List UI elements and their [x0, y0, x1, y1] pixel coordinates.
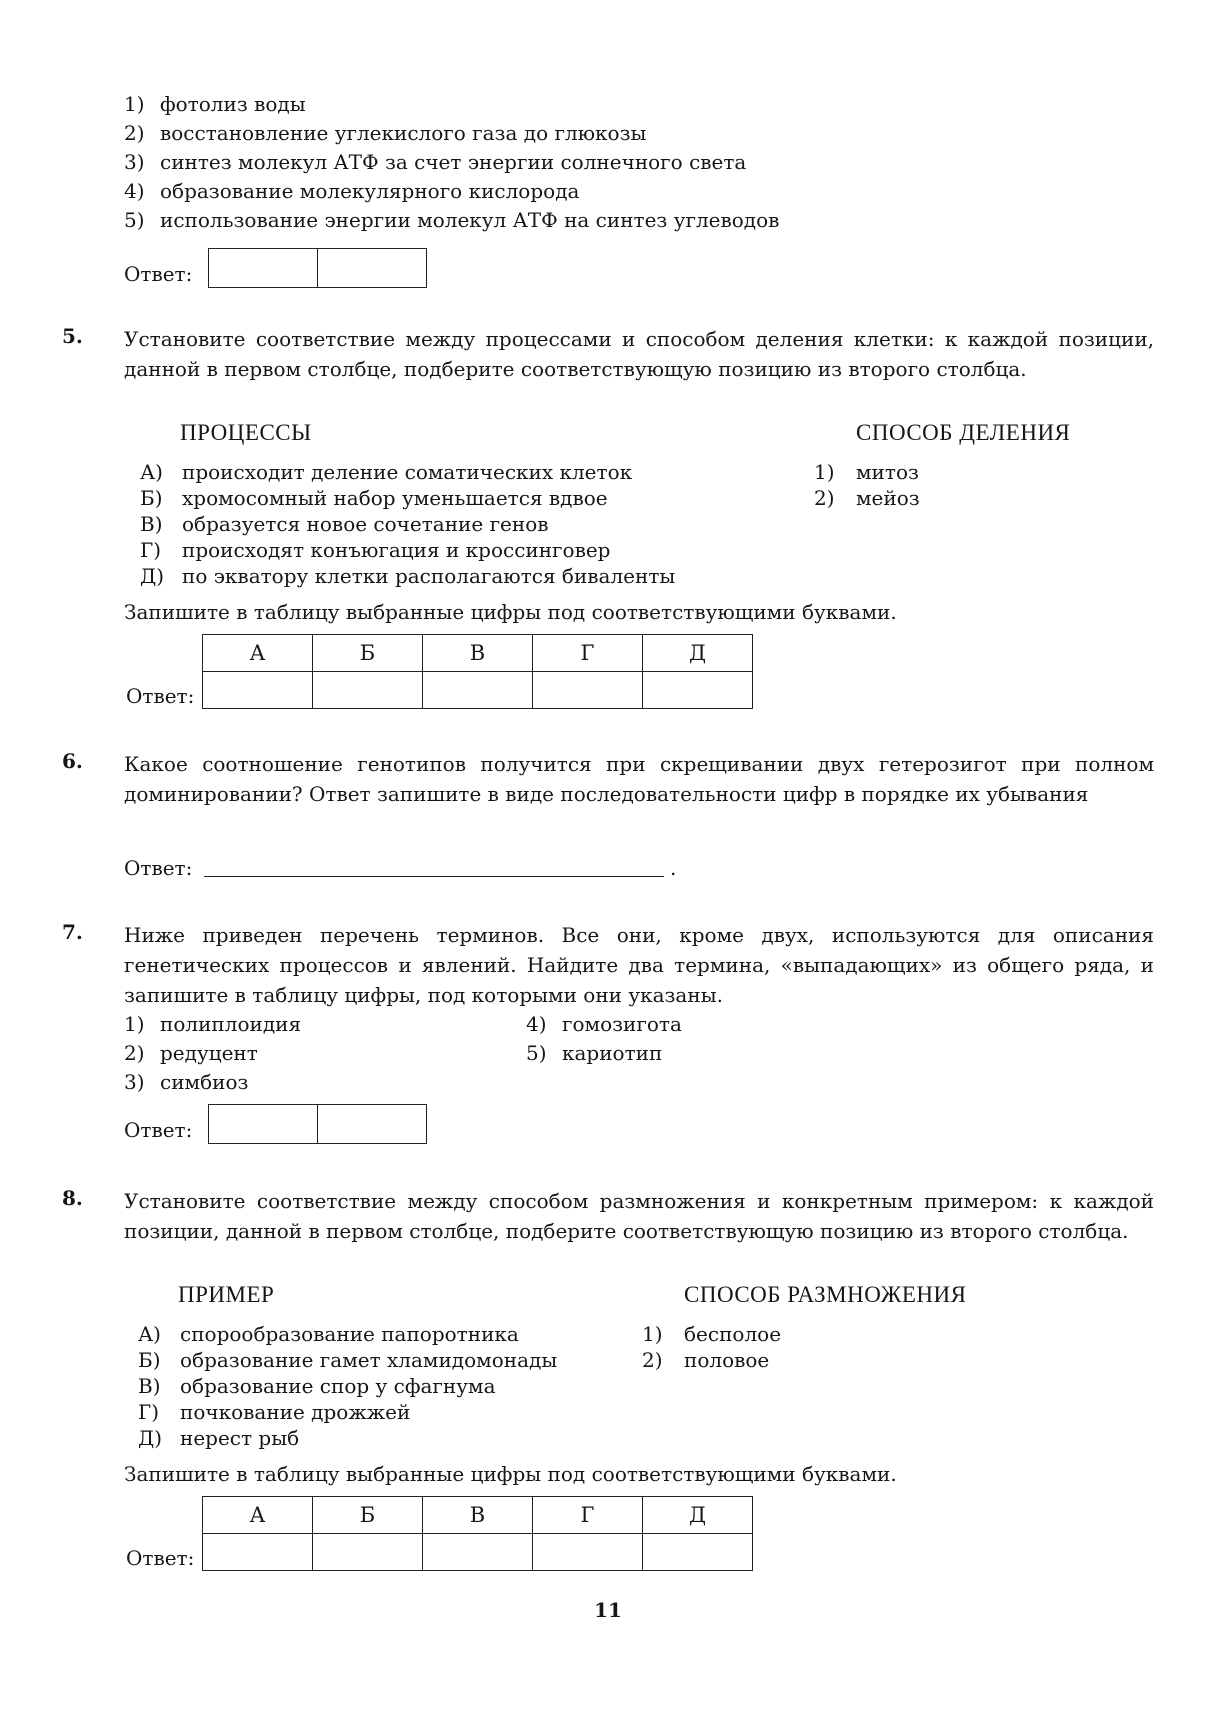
q8-answer-cell-a[interactable] — [203, 1534, 313, 1571]
q6-answer-end: . — [670, 856, 677, 880]
page-number: 11 — [594, 1598, 622, 1622]
q6-answer-line[interactable] — [204, 876, 664, 877]
q5-answer-cell-a[interactable] — [203, 672, 313, 709]
q5-col-v: В — [423, 635, 533, 672]
q8-answer-cell-b[interactable] — [313, 1534, 423, 1571]
q8-item-v: В) образование спор у сфагнума — [138, 1374, 496, 1398]
q8-left-header: ПРИМЕР — [178, 1282, 275, 1307]
q7-answer-cell-2[interactable] — [317, 1105, 426, 1143]
q5-item-d: Д) по экватору клетки располагаются биваленты — [140, 564, 676, 588]
q5-col-g: Г — [533, 635, 643, 672]
q8-answer-cell-d[interactable] — [643, 1534, 753, 1571]
q7-term-4: 4) гомозигота — [526, 1012, 682, 1036]
q5-answer-cell-b[interactable] — [313, 672, 423, 709]
q5-answer-table — [202, 634, 753, 709]
q5-answer-cell-d[interactable] — [643, 672, 753, 709]
q7-answer-box[interactable] — [208, 1104, 427, 1144]
q6-answer-label: Ответ: — [124, 856, 193, 880]
q5-option-1: 1) митоз — [814, 460, 919, 484]
q5-left-header: ПРОЦЕССЫ — [180, 420, 312, 445]
q4-answer-cell-1[interactable] — [209, 249, 317, 287]
q4-answer-box[interactable] — [208, 248, 427, 288]
q8-col-b: Б — [313, 1497, 423, 1534]
q7-answer-cell-1[interactable] — [209, 1105, 317, 1143]
q7-number: 7. — [62, 920, 83, 944]
q8-col-d: Д — [643, 1497, 753, 1534]
q7-text: Ниже приведен перечень терминов. Все они, кроме двух, используются для описания генетических процессов и явлений. Найдите два термина, «выпадающих» из общего ряда, и запишите в таблицу цифры, под которыми они указаны. — [124, 923, 1154, 1007]
q4-answer-cell-2[interactable] — [317, 249, 426, 287]
q5-item-g: Г) происходят конъюгация и кроссинговер — [140, 538, 611, 562]
q6-number: 6. — [62, 749, 83, 773]
q4-answer-label: Ответ: — [124, 262, 193, 286]
q5-number: 5. — [62, 324, 83, 348]
q8-option-1: 1) бесполое — [642, 1322, 782, 1346]
q5-item-a: А) происходит деление соматических клеток — [140, 460, 633, 484]
q5-item-b: Б) хромосомный набор уменьшается вдвое — [140, 486, 608, 510]
q5-col-b: Б — [313, 635, 423, 672]
q5-col-d: Д — [643, 635, 753, 672]
q4-option-4: 4) образование молекулярного кислорода — [124, 179, 580, 203]
q5-text: Установите соответствие между процессами и способом деления клетки: к каждой позиции, данной в первом столбце, подберите соответствующую позицию из второго столбца. — [124, 327, 1154, 381]
q5-answer-cell-v[interactable] — [423, 672, 533, 709]
q8-number: 8. — [62, 1186, 83, 1210]
q5-option-2: 2) мейоз — [814, 486, 920, 510]
q5-answer-cell-g[interactable] — [533, 672, 643, 709]
q5-instruction: Запишите в таблицу выбранные цифры под соответствующими буквами. — [124, 600, 897, 624]
q8-option-2: 2) половое — [642, 1348, 770, 1372]
q8-instruction: Запишите в таблицу выбранные цифры под соответствующими буквами. — [124, 1462, 897, 1486]
q8-col-g: Г — [533, 1497, 643, 1534]
q8-answer-table — [202, 1496, 753, 1571]
q5-answer-label: Ответ: — [126, 684, 195, 708]
q8-text: Установите соответствие между способом размножения и конкретным примером: к каждой позиции, данной в первом столбце, подберите соответствующую позицию из второго столбца. — [124, 1189, 1154, 1243]
q8-item-b: Б) образование гамет хламидомонады — [138, 1348, 558, 1372]
q4-option-2: 2) восстановление углекислого газа до глюкозы — [124, 121, 647, 145]
q8-right-header: СПОСОБ РАЗМНОЖЕНИЯ — [684, 1282, 967, 1307]
q5-right-header: СПОСОБ ДЕЛЕНИЯ — [856, 420, 1071, 445]
q4-option-3: 3) синтез молекул АТФ за счет энергии солнечного света — [124, 150, 747, 174]
q8-answer-label: Ответ: — [126, 1546, 195, 1570]
q7-term-5: 5) кариотип — [526, 1041, 663, 1065]
q8-col-a: А — [203, 1497, 313, 1534]
q4-option-5: 5) использование энергии молекул АТФ на синтез углеводов — [124, 208, 780, 232]
q7-term-2: 2) редуцент — [124, 1041, 258, 1065]
q5-item-v: В) образуется новое сочетание генов — [140, 512, 549, 536]
q4-option-1: 1) фотолиз воды — [124, 92, 306, 116]
q5-col-a: А — [203, 635, 313, 672]
q7-term-3: 3) симбиоз — [124, 1070, 249, 1094]
q8-item-a: А) спорообразование папоротника — [138, 1322, 519, 1346]
q8-answer-cell-v[interactable] — [423, 1534, 533, 1571]
q8-answer-cell-g[interactable] — [533, 1534, 643, 1571]
q8-item-g: Г) почкование дрожжей — [138, 1400, 411, 1424]
q8-col-v: В — [423, 1497, 533, 1534]
q7-answer-label: Ответ: — [124, 1118, 193, 1142]
q8-item-d: Д) нерест рыб — [138, 1426, 300, 1450]
q6-text: Какое соотношение генотипов получится при скрещивании двух гетерозигот при полном доминировании? Ответ запишите в виде последовательности цифр в порядке их убывания — [124, 752, 1154, 806]
q7-term-1: 1) полиплоидия — [124, 1012, 302, 1036]
